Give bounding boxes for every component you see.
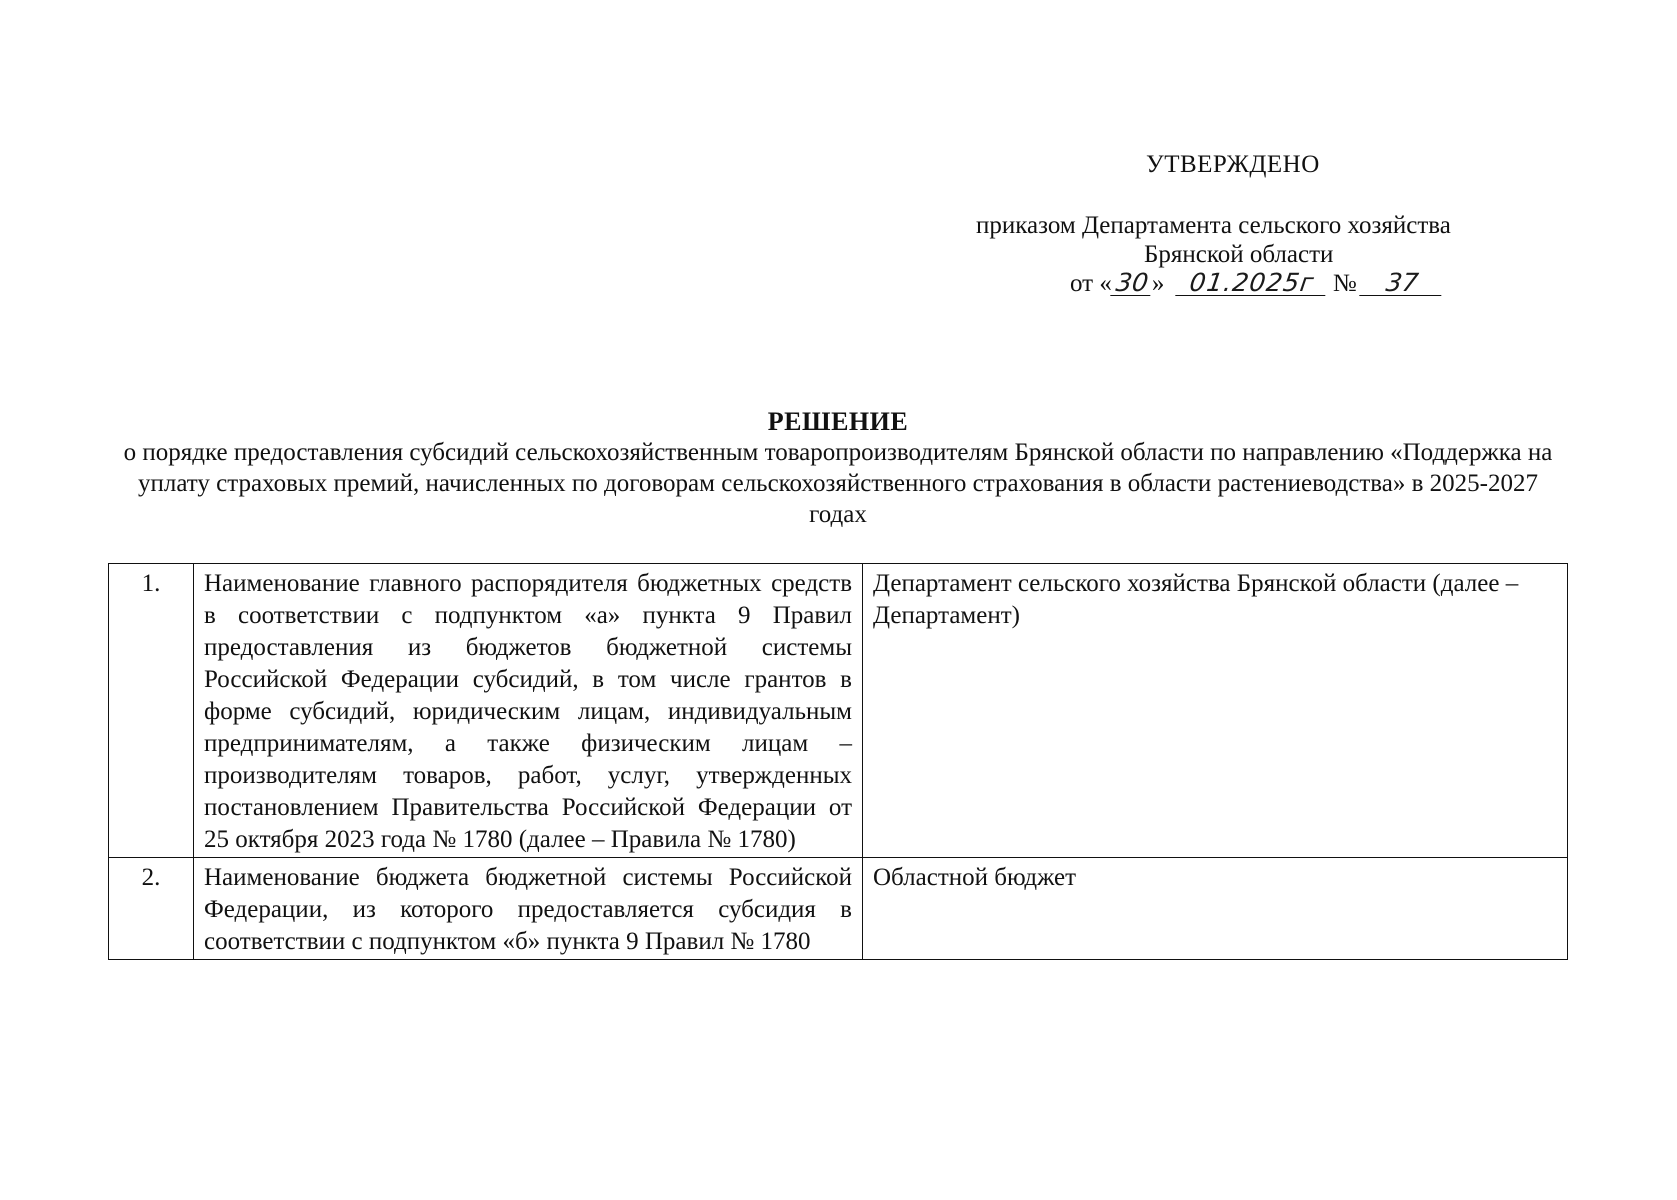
order-issuer: приказом Департамента сельского хозяйства: [976, 212, 1451, 239]
decision-table: [108, 563, 1568, 960]
table-row: [109, 564, 1568, 858]
order-date-line: [1070, 269, 1520, 298]
handwritten-date: 01.2025г: [1175, 271, 1329, 296]
order-region: Брянской области: [1144, 241, 1334, 268]
approved-label: УТВЕРЖДЕНО: [1146, 151, 1320, 178]
row-parameter: Наименование главного распорядителя бюджетных средств в соответствии с подпунктом «а» пункта 9 Правил предоставления из бюджетов бюджетной системы Российской Федерации субсидий, в том числе грантов в форме субсидий, юридическим лицам, индивидуальным предпринимателям, а также физическим лицам – производителям товаров, работ, услуг, утвержденных постановлением Правительства Российской Федерации от 25 октября 2023 года № 1780 (далее – Правила № 1780): [194, 564, 863, 858]
table-row: [109, 858, 1568, 960]
approval-stamp: [960, 150, 1520, 298]
row-value: Областной бюджет: [863, 858, 1568, 960]
date-mid: »: [1151, 270, 1165, 297]
handwritten-order-number: 37: [1359, 271, 1445, 296]
date-prefix: от «: [1070, 270, 1112, 297]
row-number: 1.: [109, 564, 194, 858]
document-heading: [108, 406, 1568, 530]
document-title: РЕШЕНИЕ: [767, 407, 909, 436]
number-sign: №: [1332, 270, 1357, 297]
row-number: 2.: [109, 858, 194, 960]
document-subtitle: о порядке предоставления субсидий сельскохозяйственным товаропроизводителям Брянской области по направлению «Поддержка на уплату страховых премий, начисленных по договорам сельскохозяйственного страхования в области растениеводства» в 2025-2027 годах: [123, 439, 1553, 528]
handwritten-day: 30: [1110, 271, 1154, 296]
row-parameter: Наименование бюджета бюджетной системы Российской Федерации, из которого предоставляется субсидия в соответствии с подпунктом «б» пункта 9 Правил № 1780: [194, 858, 863, 960]
row-value: Департамент сельского хозяйства Брянской области (далее – Департамент): [863, 564, 1568, 858]
